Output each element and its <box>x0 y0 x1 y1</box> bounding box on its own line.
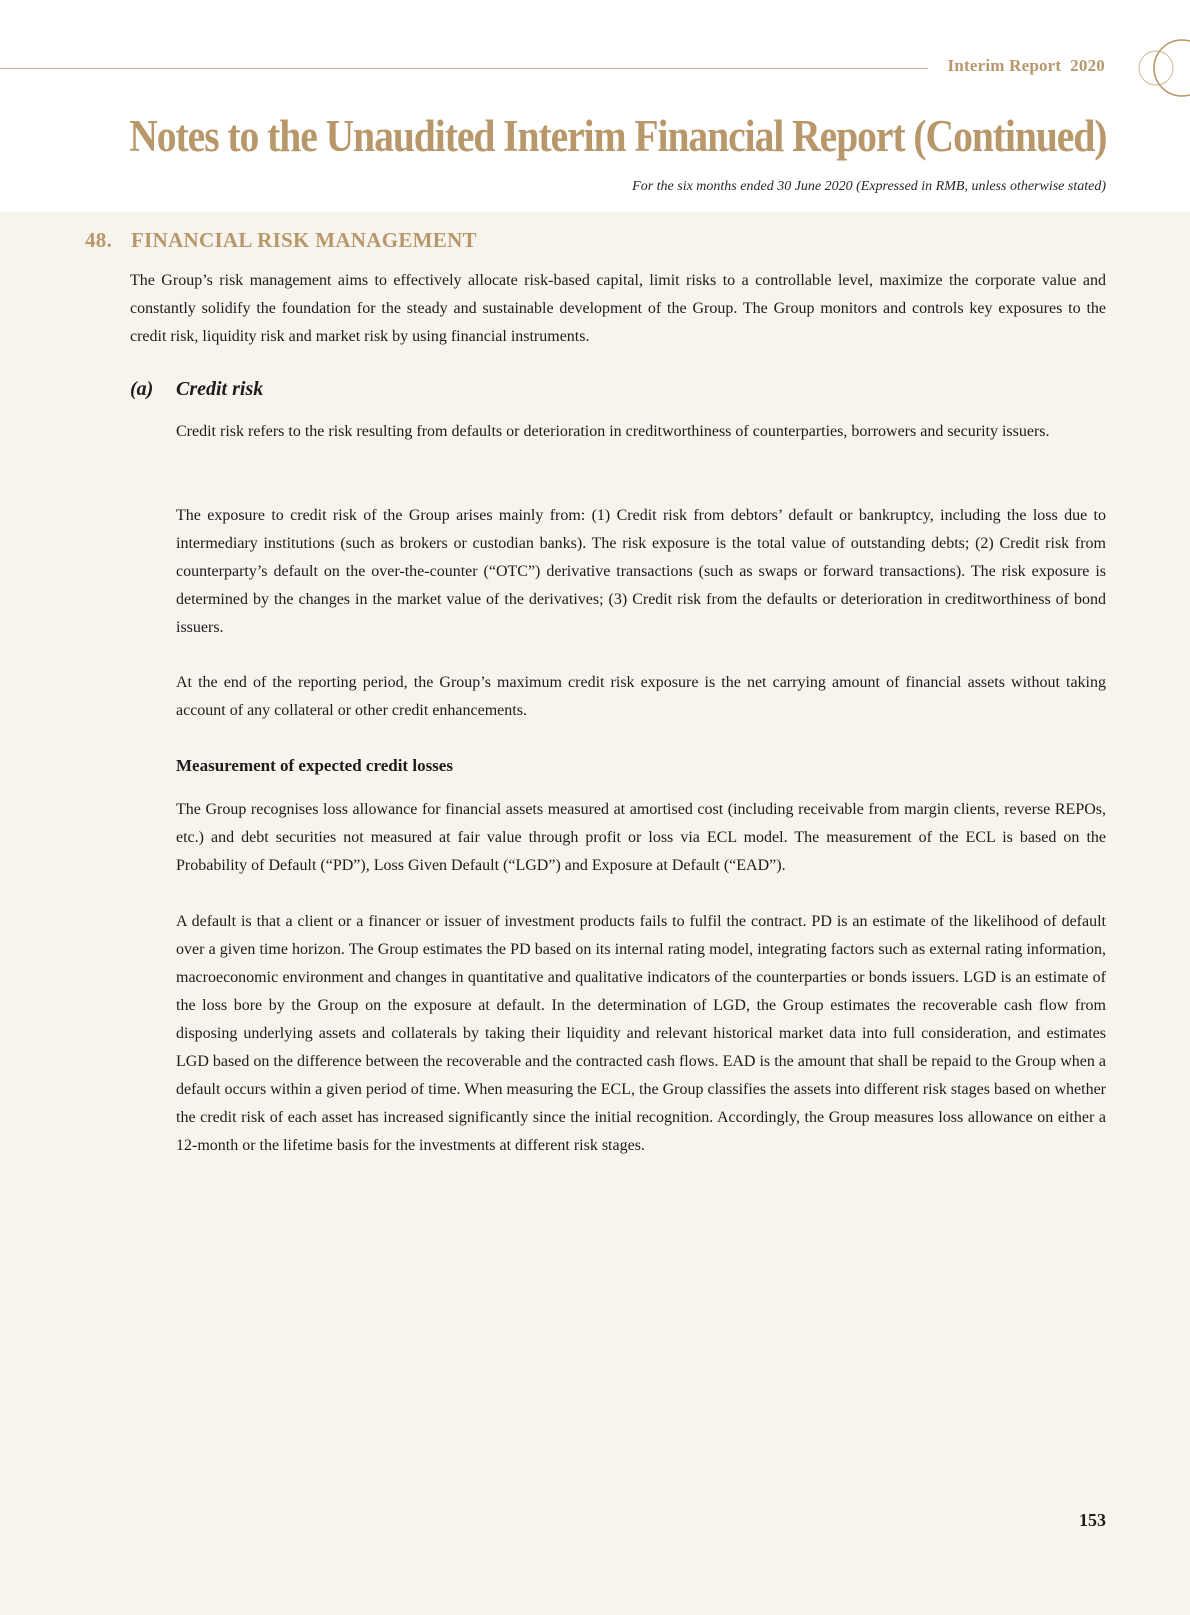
page-number: 153 <box>1079 1510 1106 1530</box>
subsection-label: (a) <box>130 378 154 400</box>
decorative-circles-icon <box>1138 38 1190 102</box>
subsection-heading <box>130 378 263 401</box>
credit-risk-paragraph: At the end of the reporting period, the Group’s maximum credit risk exposure is the net carrying amount of financial assets without taking account of any collateral or other credit enhancements. <box>176 674 1106 719</box>
header-rule <box>0 68 928 69</box>
credit-risk-paragraph: The exposure to credit risk of the Group arises mainly from: (1) Credit risk from debtors’ default or bankruptcy, including the loss due to intermediary institutions (such as brokers or custodian banks). The risk exposure is the total value of outstanding debts; (2) Credit risk from counterparty’s default on the over-the-counter (“OTC”) derivative transactions (such as swaps or forward transactions). The risk exposure is determined by the changes in the market value of the derivatives; (3) Credit risk from the defaults or deterioration in creditworthiness of bond issuers. <box>176 507 1106 636</box>
credit-risk-paragraph: Credit risk refers to the risk resulting from defaults or deterioration in creditworthiness of counterparties, borrowers and security issuers. <box>176 423 1050 440</box>
measurement-paragraph: A default is that a client or a financer or issuer of investment products fails to fulfil the contract. PD is an estimate of the likelihood of default over a given time horizon. The Group estimates the PD based on its internal rating model, integrating factors such as external rating information, macroeconomic environment and changes in quantitative and qualitative indicators of the counterparties or bonds issuers. LGD is an estimate of the loss bore by the Group on the exposure at default. In the determination of LGD, the Group estimates the recoverable cash flow from disposing underlying assets and collaterals by taking their liquidity and relevant historical market data into full consideration, and estimates LGD based on the difference between the recoverable and the contracted cash flows. EAD is the amount that shall be repaid to the Group when a default occurs within a given period of time. When measuring the ECL, the Group classifies the assets into different risk stages based on whether the credit risk of each asset has increased significantly since the initial recognition. Accordingly, the Group measures loss allowance on either a 12-month or the lifetime basis for the investments at different risk stages. <box>176 913 1106 1154</box>
page-subtitle: For the six months ended 30 June 2020 (Expressed in RMB, unless otherwise stated) <box>632 179 1106 194</box>
section-number: 48. <box>85 228 113 252</box>
measurement-heading: Measurement of expected credit losses <box>176 756 453 775</box>
report-label: Interim Report 2020 <box>947 56 1105 75</box>
page-title: Notes to the Unaudited Interim Financial Report (Continued) <box>128 111 1106 161</box>
section-intro-paragraph: The Group’s risk management aims to effectively allocate risk-based capital, limit risks to a controllable level, maximize the corporate value and constantly solidify the foundation for the steady and sustainable development of the Group. The Group monitors and controls key exposures to the credit risk, liquidity risk and market risk by using financial instruments. <box>130 272 1106 345</box>
subsection-title: Credit risk <box>176 378 264 400</box>
measurement-paragraph: The Group recognises loss allowance for financial assets measured at amortised cost (including receivable from margin clients, reverse REPOs, etc.) and debt securities not measured at fair value through profit or loss via ECL model. The measurement of the ECL is based on the Probability of Default (“PD”), Loss Given Default (“LGD”) and Exposure at Default (“EAD”). <box>176 801 1106 874</box>
section-title: FINANCIAL RISK MANAGEMENT <box>131 228 477 252</box>
section-heading <box>85 228 477 253</box>
